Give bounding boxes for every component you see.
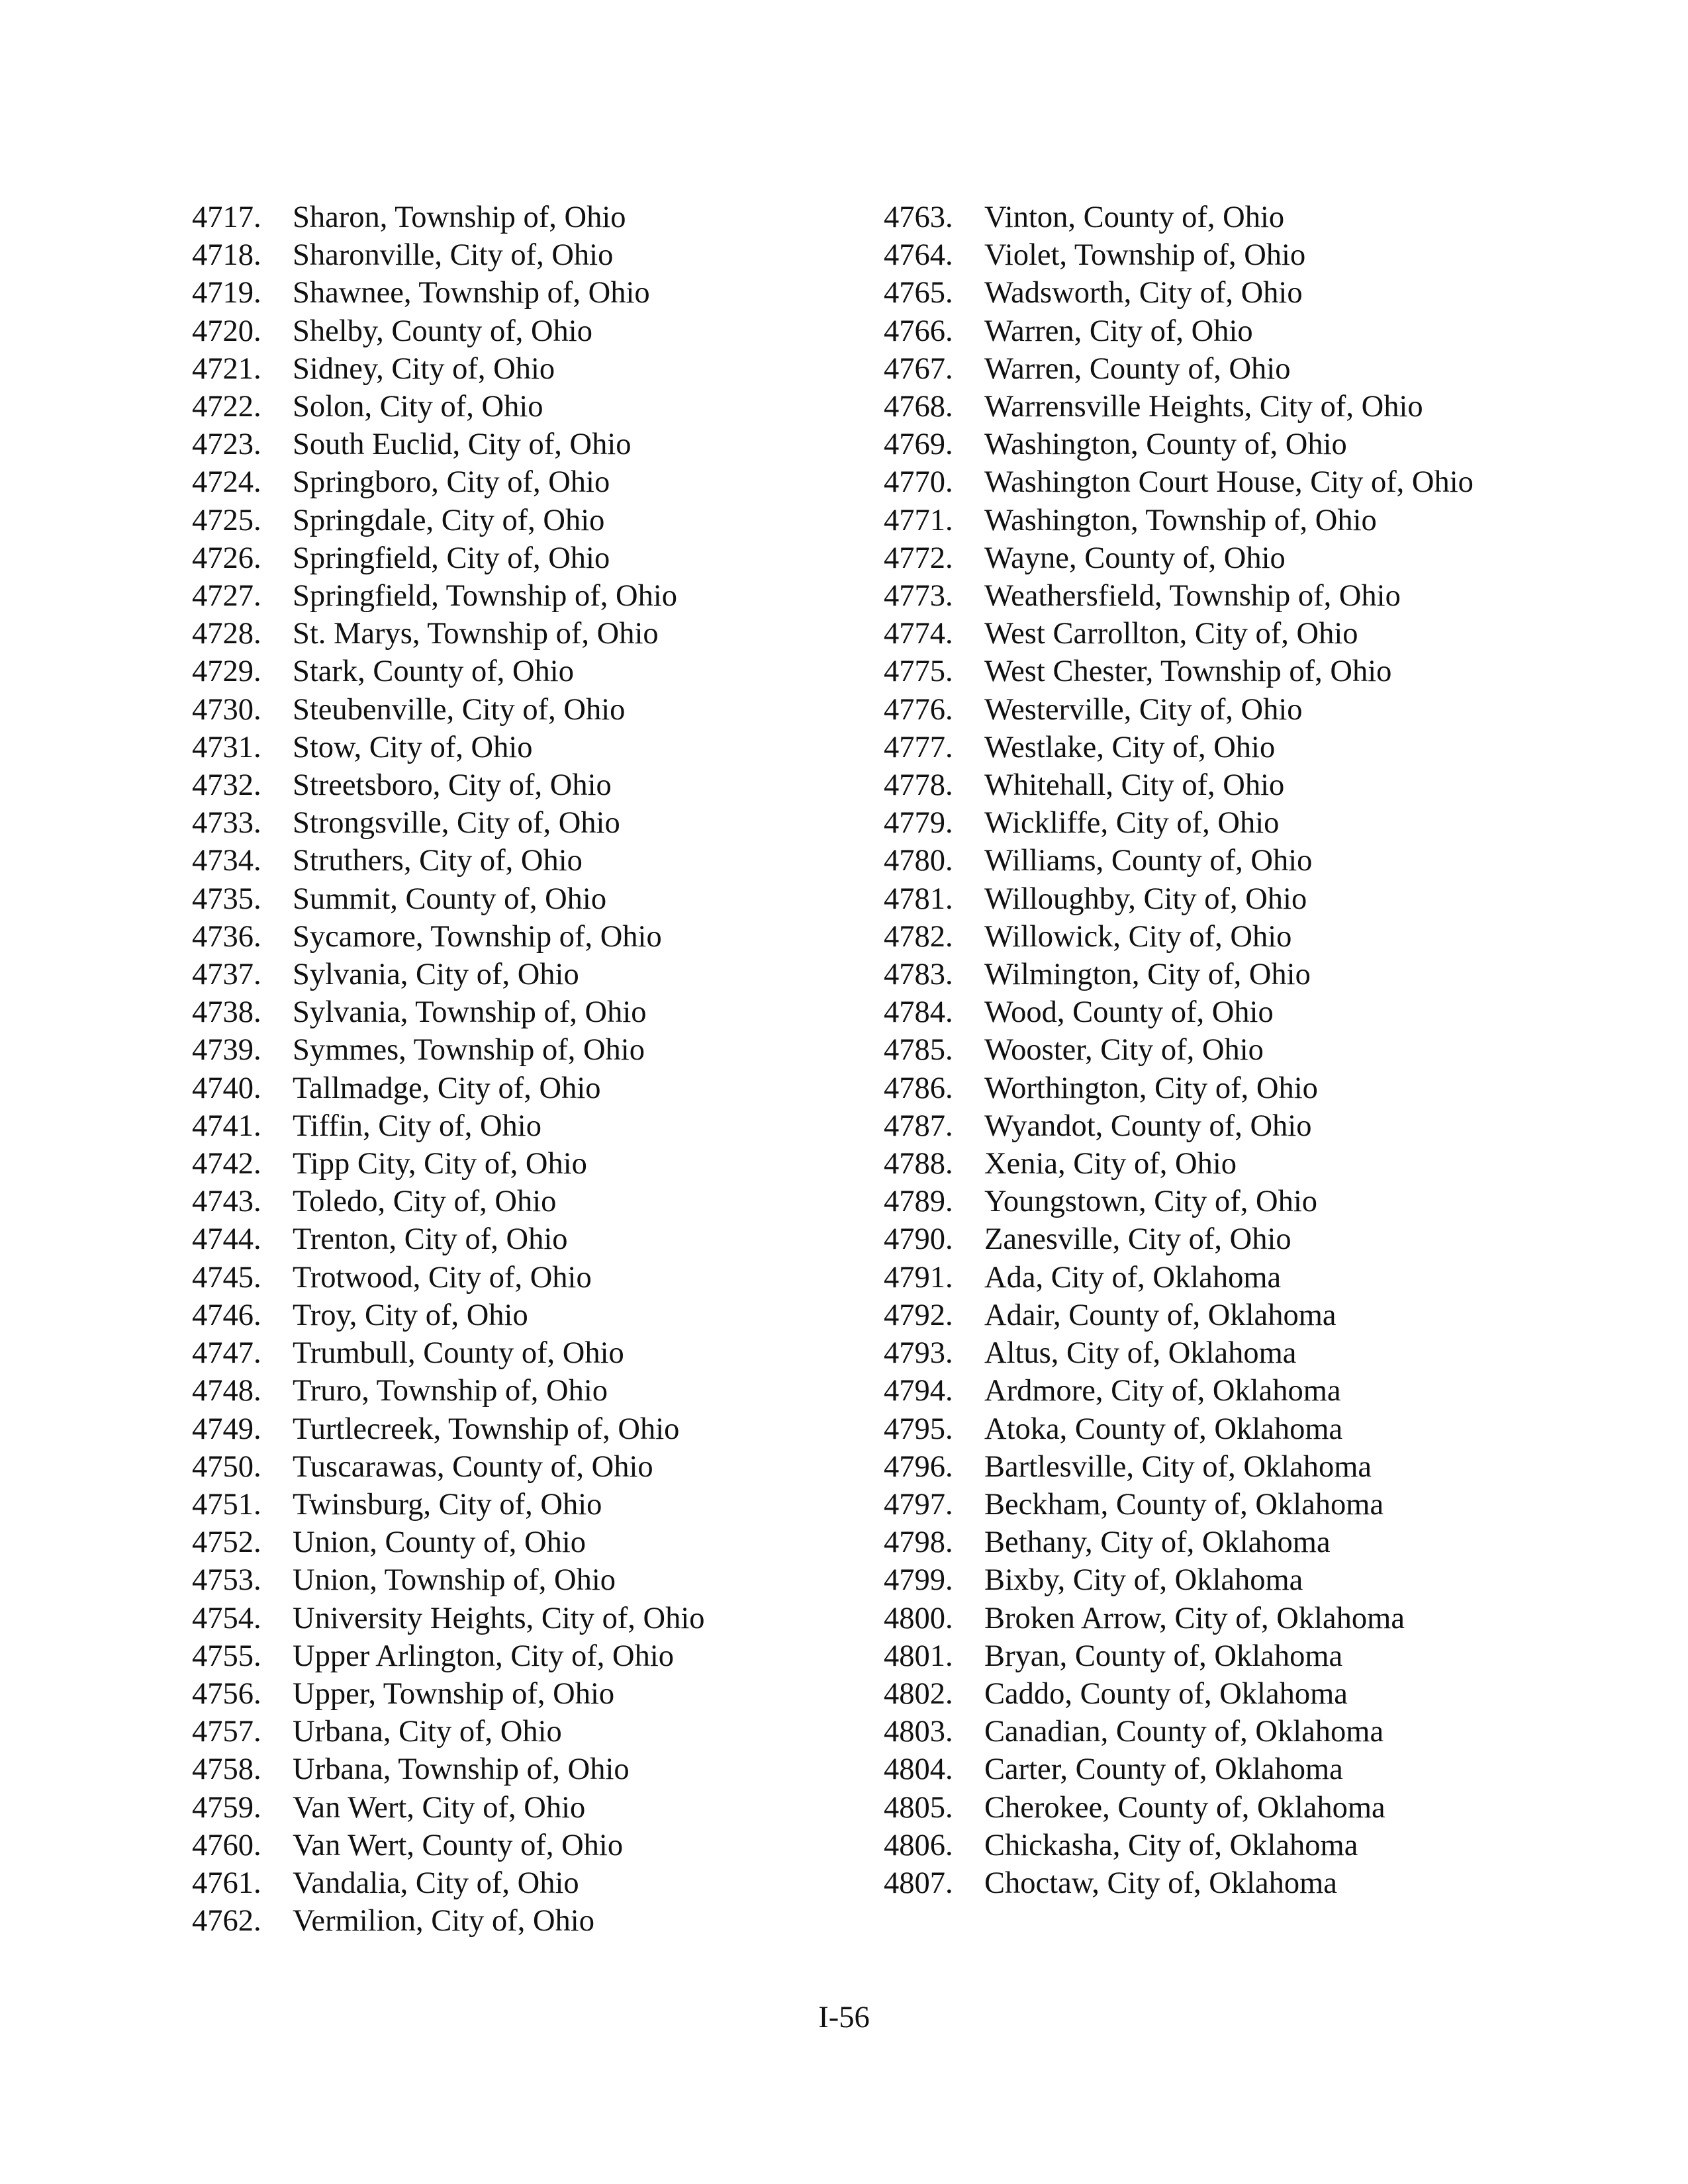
entry-name: Warren, City of, Ohio [984,314,1253,348]
list-item [192,729,854,766]
list-item [884,1751,1546,1788]
entry-name: Springdale, City of, Ohio [293,503,605,537]
entry-name: Trenton, City of, Ohio [293,1222,568,1257]
entry-number: 4802. [884,1676,953,1711]
list-item [192,1864,854,1902]
list-item [884,993,1546,1031]
entry-name: Violet, Township of, Ohio [984,238,1306,273]
entry-name: Chickasha, City of, Oklahoma [984,1828,1358,1862]
entry-number: 4718. [192,238,261,273]
list-item [192,691,854,729]
list-item [884,1561,1546,1599]
entry-name: Van Wert, County of, Ohio [293,1828,624,1862]
entry-number: 4753. [192,1563,261,1598]
list-item [884,539,1546,577]
entry-name: Beckham, County of, Oklahoma [984,1487,1384,1522]
list-item [192,1713,854,1751]
list-item [884,463,1546,501]
entry-number: 4717. [192,201,261,234]
entry-name: Union, County of, Ohio [293,1525,586,1560]
entry-name: Ada, City of, Oklahoma [984,1260,1282,1295]
entry-name: Cherokee, County of, Oklahoma [984,1790,1385,1825]
entry-number: 4769. [884,428,953,462]
entry-name: Struthers, City of, Ohio [293,844,583,878]
list-item [192,1637,854,1675]
list-item [192,1107,854,1145]
entry-name: Xenia, City of, Ohio [984,1147,1237,1181]
list-item [192,1561,854,1599]
entry-number: 4783. [884,958,953,992]
entry-name: Wood, County of, Ohio [984,995,1274,1030]
entry-number: 4757. [192,1715,261,1749]
entry-number: 4731. [192,730,261,764]
entry-number: 4736. [192,919,261,954]
entry-name: Urbana, Township of, Ohio [293,1752,630,1787]
entry-number: 4803. [884,1715,953,1749]
list-item [192,1410,854,1448]
list-item [884,615,1546,653]
entry-number: 4771. [884,503,953,537]
entry-name: Van Wert, City of, Ohio [293,1790,586,1825]
list-item [192,842,854,880]
page-number: I-56 [818,2001,870,2034]
entry-number: 4762. [192,1904,261,1938]
entry-number: 4760. [192,1828,261,1862]
entry-name: Wickliffe, City of, Ohio [984,806,1280,841]
entry-name: Sharonville, City of, Ohio [293,238,614,273]
entry-number: 4788. [884,1147,953,1181]
list-item [884,729,1546,766]
list-item [884,312,1546,350]
entry-number: 4724. [192,465,261,500]
entry-name: Tipp City, City of, Ohio [293,1147,587,1181]
list-item [884,1069,1546,1107]
entry-number: 4767. [884,351,953,386]
entry-name: Weathersfield, Township of, Ohio [984,579,1401,614]
list-item [192,1334,854,1372]
entry-name: Tallmadge, City of, Ohio [293,1071,601,1105]
list-item [884,1372,1546,1410]
entry-number: 4737. [192,958,261,992]
entry-number: 4799. [884,1563,953,1598]
entry-name: Williams, County of, Ohio [984,844,1313,878]
entry-number: 4726. [192,541,261,575]
entry-number: 4779. [884,806,953,841]
list-item [884,842,1546,880]
entry-number: 4770. [884,465,953,500]
entry-name: Upper Arlington, City of, Ohio [293,1639,675,1673]
entry-number: 4729. [192,655,261,689]
list-item [192,918,854,956]
entry-name: Shawnee, Township of, Ohio [293,276,650,310]
list-item [884,918,1546,956]
entry-name: Symmes, Township of, Ohio [293,1033,645,1068]
list-item [192,1675,854,1713]
list-item [192,993,854,1031]
entry-name: Summit, County of, Ohio [293,882,607,916]
entry-number: 4780. [884,844,953,878]
list-item [884,350,1546,388]
entry-number: 4728. [192,617,261,651]
entry-number: 4775. [884,655,953,689]
entry-number: 4750. [192,1449,261,1484]
entry-name: Stow, City of, Ohio [293,730,533,764]
entry-number: 4721. [192,351,261,386]
entry-name: Wooster, City of, Ohio [984,1033,1264,1068]
list-item [884,236,1546,274]
list-item [192,1220,854,1258]
entry-number: 4797. [884,1487,953,1522]
entry-name: Solon, City of, Ohio [293,390,543,424]
entry-number: 4725. [192,503,261,537]
entry-number: 4781. [884,882,953,916]
entry-number: 4773. [884,579,953,614]
list-item [884,766,1546,804]
entry-number: 4738. [192,995,261,1030]
list-item [192,1069,854,1107]
list-item [884,199,1546,236]
list-item [192,1372,854,1410]
entry-number: 4768. [884,390,953,424]
entry-number: 4732. [192,768,261,803]
list-item [884,1220,1546,1258]
entry-name: Canadian, County of, Oklahoma [984,1715,1384,1749]
entry-number: 4766. [884,314,953,348]
entry-number: 4749. [192,1412,261,1446]
list-item [192,1789,854,1827]
entry-number: 4806. [884,1828,953,1862]
entry-name: Tuscarawas, County of, Ohio [293,1449,653,1484]
entry-number: 4794. [884,1374,953,1408]
entry-number: 4734. [192,844,261,878]
entry-name: Streetsboro, City of, Ohio [293,768,612,803]
entry-number: 4798. [884,1525,953,1560]
entry-number: 4763. [884,201,953,234]
entry-name: Westlake, City of, Ohio [984,730,1276,764]
list-item [192,1486,854,1524]
entry-name: Sidney, City of, Ohio [293,351,555,386]
entry-name: Choctaw, City of, Oklahoma [984,1866,1337,1900]
entry-name: Broken Arrow, City of, Oklahoma [984,1601,1405,1635]
list-item [884,1713,1546,1751]
entry-name: Turtlecreek, Township of, Ohio [293,1412,680,1446]
entry-name: Altus, City of, Oklahoma [984,1336,1297,1371]
list-item [884,1410,1546,1448]
entry-number: 4793. [884,1336,953,1371]
entry-name: Springboro, City of, Ohio [293,465,610,500]
entry-number: 4805. [884,1790,953,1825]
list-item [884,502,1546,539]
list-item [192,1183,854,1220]
list-item [192,1297,854,1334]
entry-number: 4741. [192,1109,261,1143]
list-item [884,426,1546,463]
entry-name: Vermilion, City of, Ohio [293,1904,594,1938]
entry-number: 4752. [192,1525,261,1560]
list-item [192,766,854,804]
list-item [192,236,854,274]
entry-number: 4744. [192,1222,261,1257]
entry-name: Trotwood, City of, Ohio [293,1260,592,1295]
entry-name: Washington Court House, City of, Ohio [984,465,1474,500]
entry-number: 4727. [192,579,261,614]
entry-number: 4735. [192,882,261,916]
list-item [192,615,854,653]
list-item [192,653,854,690]
list-item [884,1637,1546,1675]
entry-name: Upper, Township of, Ohio [293,1676,615,1711]
entry-name: Steubenville, City of, Ohio [293,692,626,727]
list-item [192,463,854,501]
list-item [192,274,854,312]
entry-number: 4764. [884,238,953,273]
entry-name: South Euclid, City of, Ohio [293,428,632,462]
entry-name: Whitehall, City of, Ohio [984,768,1285,803]
entry-number: 4730. [192,692,261,727]
entry-number: 4801. [884,1639,953,1673]
list-item [192,350,854,388]
entry-number: 4800. [884,1601,953,1635]
list-item [192,1827,854,1864]
entry-number: 4755. [192,1639,261,1673]
list-item [192,1524,854,1561]
entry-name: Urbana, City of, Ohio [293,1715,562,1749]
entry-name: Bethany, City of, Oklahoma [984,1525,1331,1560]
entry-name: Truro, Township of, Ohio [293,1374,608,1408]
entry-number: 4751. [192,1487,261,1522]
entry-name: Stark, County of, Ohio [293,655,574,689]
entry-number: 4756. [192,1676,261,1711]
entry-number: 4722. [192,390,261,424]
list-item [884,1448,1546,1486]
list-item [884,804,1546,842]
list-item [884,1145,1546,1183]
entry-number: 4777. [884,730,953,764]
entry-name: Willoughby, City of, Ohio [984,882,1307,916]
list-item [192,199,854,236]
entry-number: 4754. [192,1601,261,1635]
list-item [192,1902,854,1940]
entry-number: 4765. [884,276,953,310]
entry-name: Wayne, County of, Ohio [984,541,1286,575]
list-item [192,1600,854,1637]
list-item [884,691,1546,729]
entry-number: 4778. [884,768,953,803]
entry-name: Springfield, Township of, Ohio [293,579,678,614]
entry-name: Sylvania, Township of, Ohio [293,995,647,1030]
entry-name: Twinsburg, City of, Ohio [293,1487,602,1522]
entry-number: 4772. [884,541,953,575]
entry-name: St. Marys, Township of, Ohio [293,617,659,651]
right-column [884,199,1546,1902]
list-item [192,956,854,993]
entry-name: Youngstown, City of, Ohio [984,1185,1317,1219]
list-item [884,1827,1546,1864]
entry-name: Zanesville, City of, Ohio [984,1222,1291,1257]
left-column [192,199,854,1940]
entry-number: 4795. [884,1412,953,1446]
list-item [884,1600,1546,1637]
list-item [884,1297,1546,1334]
list-item [192,1259,854,1297]
list-item [192,312,854,350]
entry-number: 4759. [192,1790,261,1825]
list-item [192,880,854,918]
entry-name: Bartlesville, City of, Oklahoma [984,1449,1372,1484]
list-item [884,1675,1546,1713]
entry-number: 4792. [884,1298,953,1332]
list-item [192,426,854,463]
entry-number: 4785. [884,1033,953,1068]
entry-name: Trumbull, County of, Ohio [293,1336,624,1371]
entry-name: Warren, County of, Ohio [984,351,1291,386]
entry-name: Atoka, County of, Oklahoma [984,1412,1343,1446]
entry-number: 4782. [884,919,953,954]
entry-number: 4723. [192,428,261,462]
entry-number: 4740. [192,1071,261,1105]
entry-name: Sylvania, City of, Ohio [293,958,579,992]
entry-number: 4776. [884,692,953,727]
entry-number: 4746. [192,1298,261,1332]
entry-name: West Carrollton, City of, Ohio [984,617,1358,651]
entry-number: 4784. [884,995,953,1030]
entry-name: Ardmore, City of, Oklahoma [984,1374,1341,1408]
entry-name: Wadsworth, City of, Ohio [984,276,1303,310]
list-item [884,1524,1546,1561]
entry-name: Shelby, County of, Ohio [293,314,592,348]
entry-name: West Chester, Township of, Ohio [984,655,1392,689]
list-item [884,1864,1546,1902]
entry-number: 4745. [192,1260,261,1295]
entry-number: 4739. [192,1033,261,1068]
entry-name: Carter, County of, Oklahoma [984,1752,1343,1787]
list-item [884,1259,1546,1297]
list-item [192,577,854,615]
entry-name: Tiffin, City of, Ohio [293,1109,541,1143]
entry-name: Bryan, County of, Oklahoma [984,1639,1343,1673]
entry-name: Sharon, Township of, Ohio [293,201,626,234]
list-item [192,1448,854,1486]
list-item [192,388,854,426]
list-item [884,1107,1546,1145]
list-item [884,1183,1546,1220]
list-item [884,1789,1546,1827]
list-item [884,653,1546,690]
entry-name: Wyandot, County of, Ohio [984,1109,1312,1143]
list-item [884,274,1546,312]
entry-number: 4720. [192,314,261,348]
list-item [192,539,854,577]
entry-name: Vandalia, City of, Ohio [293,1866,579,1900]
entry-name: Washington, County of, Ohio [984,428,1347,462]
entry-name: Wilmington, City of, Ohio [984,958,1311,992]
entry-name: Adair, County of, Oklahoma [984,1298,1336,1332]
entry-name: Union, Township of, Ohio [293,1563,616,1598]
entry-number: 4774. [884,617,953,651]
entry-number: 4787. [884,1109,953,1143]
entry-name: Troy, City of, Ohio [293,1298,528,1332]
list-item [192,502,854,539]
entry-number: 4786. [884,1071,953,1105]
entry-name: University Heights, City of, Ohio [293,1601,705,1635]
list-item [884,1334,1546,1372]
entry-name: Willowick, City of, Ohio [984,919,1292,954]
entry-name: Worthington, City of, Ohio [984,1071,1318,1105]
entry-number: 4747. [192,1336,261,1371]
entry-number: 4748. [192,1374,261,1408]
list-item [884,1486,1546,1524]
entry-name: Strongsville, City of, Ohio [293,806,620,841]
list-item [884,1031,1546,1069]
entry-number: 4789. [884,1185,953,1219]
entry-name: Toledo, City of, Ohio [293,1185,557,1219]
entry-name: Washington, Township of, Ohio [984,503,1377,537]
entry-name: Bixby, City of, Oklahoma [984,1563,1303,1598]
entry-number: 4761. [192,1866,261,1900]
entry-number: 4790. [884,1222,953,1257]
entry-number: 4807. [884,1866,953,1900]
list-item [192,1031,854,1069]
entry-name: Sycamore, Township of, Ohio [293,919,662,954]
entry-number: 4743. [192,1185,261,1219]
entry-number: 4804. [884,1752,953,1787]
entry-name: Springfield, City of, Ohio [293,541,610,575]
list-item [884,388,1546,426]
list-item [884,956,1546,993]
list-item [884,880,1546,918]
list-item [884,577,1546,615]
entry-name: Warrensville Heights, City of, Ohio [984,390,1423,424]
entry-name: Westerville, City of, Ohio [984,692,1303,727]
list-item [192,1145,854,1183]
entry-number: 4791. [884,1260,953,1295]
entry-number: 4758. [192,1752,261,1787]
entry-number: 4742. [192,1147,261,1181]
entry-name: Caddo, County of, Oklahoma [984,1676,1348,1711]
entry-number: 4719. [192,276,261,310]
entry-number: 4796. [884,1449,953,1484]
list-item [192,1751,854,1788]
entry-number: 4733. [192,806,261,841]
entry-name: Vinton, County of, Ohio [984,201,1285,234]
list-item [192,804,854,842]
